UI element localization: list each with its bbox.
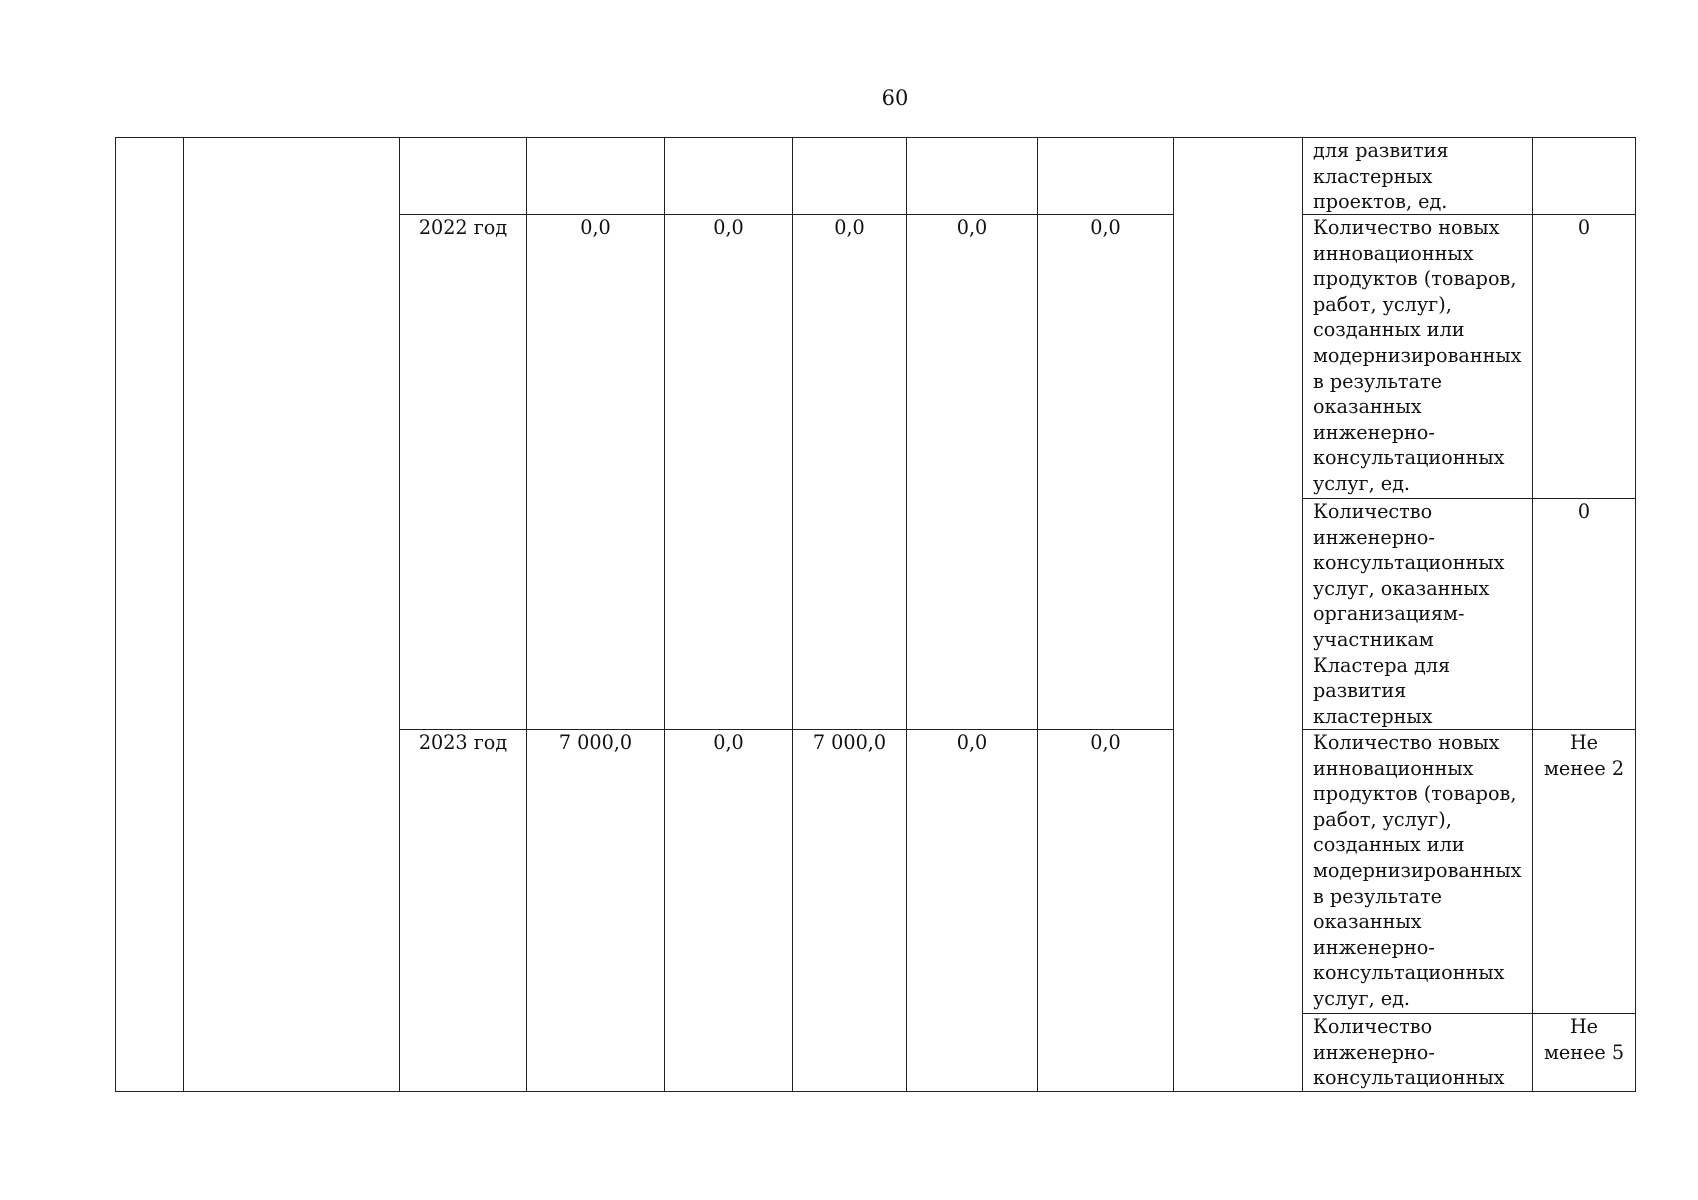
table-bottom-border bbox=[115, 1091, 1636, 1092]
indicator-2023-products-value: Не менее 2 bbox=[1543, 731, 1625, 780]
value-2023-col2: 0,0 bbox=[713, 731, 744, 754]
value-2022-col4: 0,0 bbox=[956, 216, 988, 239]
value-2023-col4: 0,0 bbox=[956, 731, 988, 754]
col-divider-2 bbox=[399, 137, 400, 1092]
value-2022-col3: 0,0 bbox=[834, 216, 865, 239]
budget-table bbox=[115, 137, 1636, 1092]
table-left-border bbox=[115, 137, 116, 1092]
indicator-2022-services: Количество инженерно-консультационных услуг, оказанных организациям-участникам Кластера для развития кластерных bbox=[1313, 500, 1505, 728]
value-2023-col5: 0,0 bbox=[1090, 731, 1121, 754]
col-divider-4 bbox=[664, 137, 665, 1092]
col-divider-8 bbox=[1173, 137, 1174, 1092]
indicator-2022-products-value: 0 bbox=[1577, 216, 1591, 239]
col-divider-7 bbox=[1037, 137, 1038, 1092]
value-2022-total: 0,0 bbox=[580, 216, 611, 239]
indicator-2022-services-value: 0 bbox=[1577, 500, 1591, 523]
col-divider-5 bbox=[792, 137, 793, 1092]
indicator-2022-products: Количество новых инновационных продуктов (товаров, работ, услуг), созданных или модернизированных в результате оказанных инженерно-консультационных услуг, ед. bbox=[1313, 216, 1522, 495]
value-2022-col5: 0,0 bbox=[1090, 216, 1121, 239]
col-divider-3 bbox=[526, 137, 527, 1092]
indicator-2023-services: Количество инженерно-консультационных bbox=[1313, 1015, 1505, 1090]
value-2023-total: 7 000,0 bbox=[558, 731, 633, 754]
col-divider-10 bbox=[1532, 137, 1533, 1092]
value-2022-col2: 0,0 bbox=[713, 216, 744, 239]
col-divider-1 bbox=[183, 137, 184, 1092]
year-label-2023: 2023 год bbox=[418, 731, 508, 754]
indicator-2023-services-value: Не менее 5 bbox=[1543, 1015, 1625, 1064]
value-2023-col3: 7 000,0 bbox=[812, 731, 887, 754]
table-right-border bbox=[1635, 137, 1636, 1092]
year-label-2022: 2022 год bbox=[418, 216, 508, 239]
page-number: 60 bbox=[881, 86, 909, 110]
col-divider-6 bbox=[906, 137, 907, 1092]
indicator-2023-products: Количество новых инновационных продуктов (товаров, работ, услуг), созданных или модернизированных в результате оказанных инженерно-консультационных услуг, ед. bbox=[1313, 731, 1522, 1010]
indicator-continuation: для развития кластерных проектов, ед. bbox=[1313, 139, 1449, 214]
